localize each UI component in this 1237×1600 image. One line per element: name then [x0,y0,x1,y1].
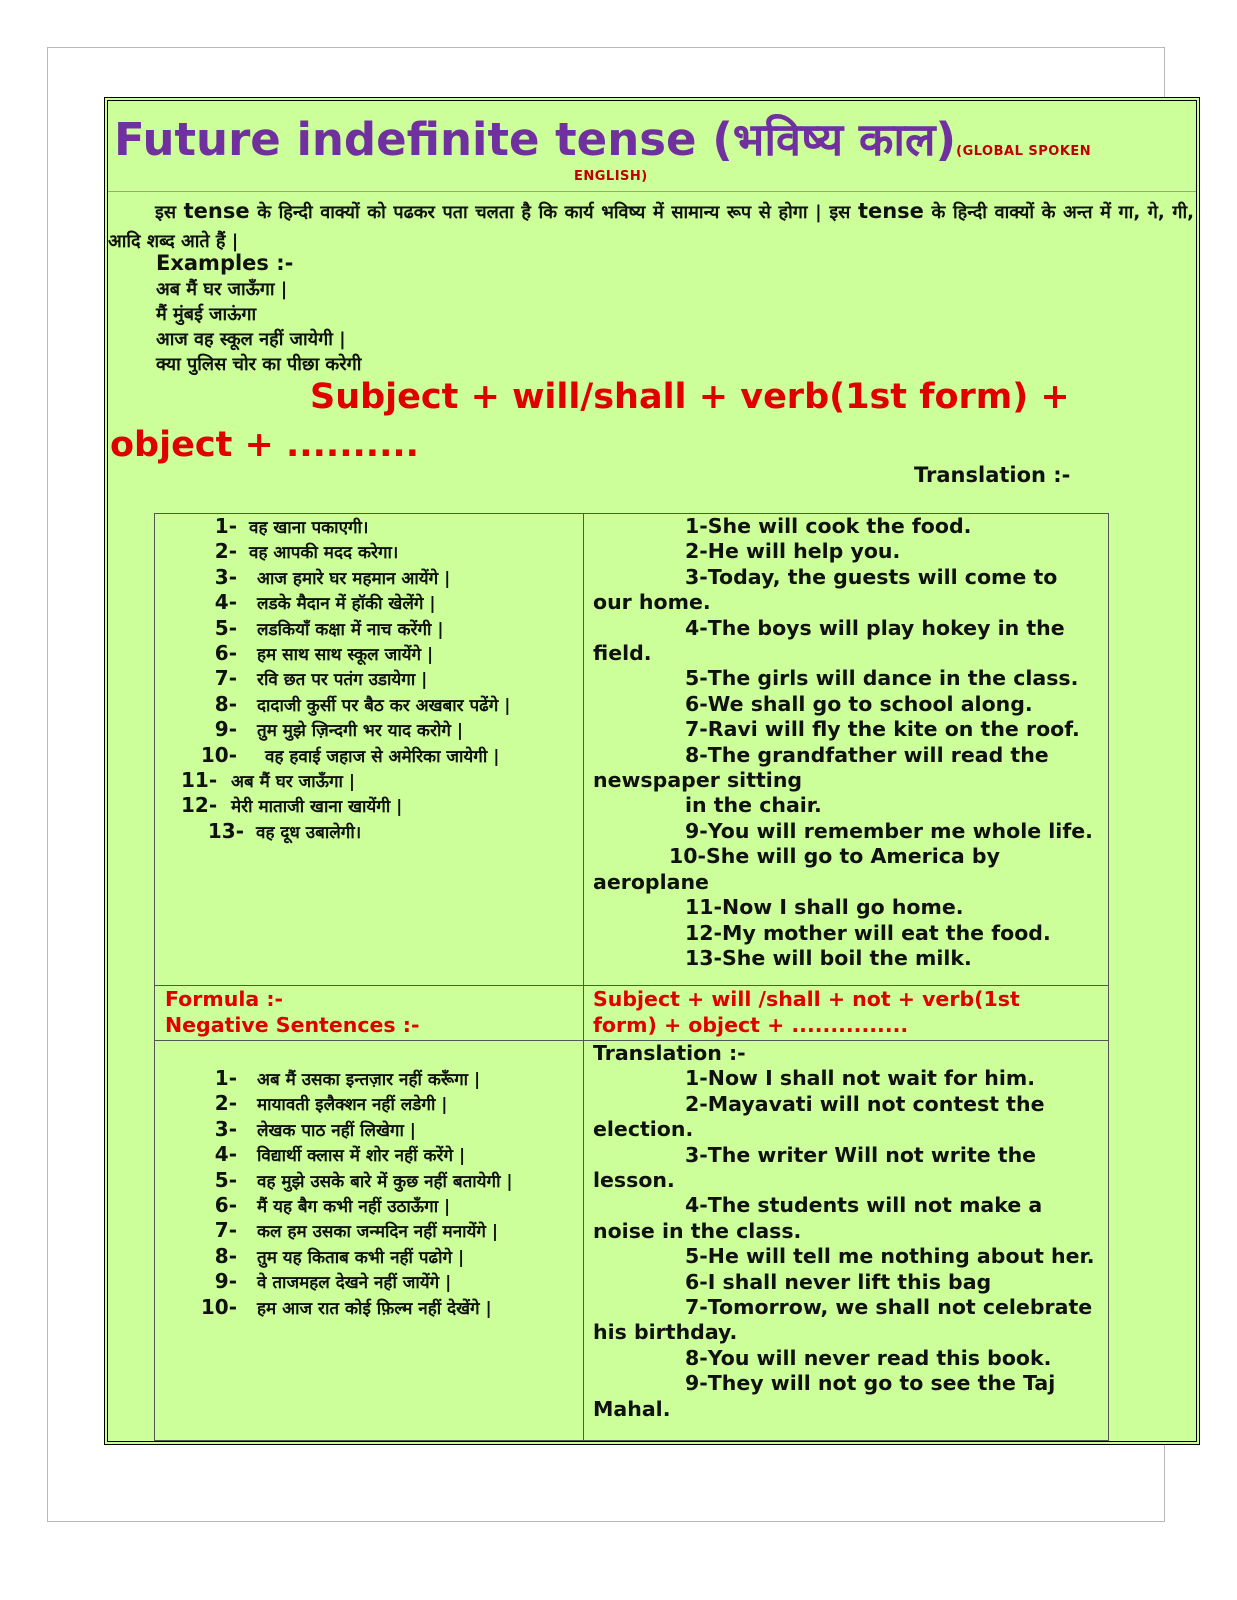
list-item [593,1270,1103,1295]
item-text: They will not go to see the Taj Mahal. [593,1371,1056,1421]
item-text: वे ताजमहल देखने नहीं जायेंगे | [257,1273,452,1294]
item-text: Today, the guests will come to our home. [593,564,1058,615]
example-item: क्या पुलिस चोर का पीछा करेगी [156,354,362,375]
list-item [593,743,1103,794]
item-number: 11- [685,895,723,920]
item-text: वह मुझे उसके बारे में कुछ नहीं बतायेगी | [257,1171,513,1192]
item-number: 2- [685,1091,708,1116]
list-item [593,514,1103,539]
item-text: He will help you. [707,539,901,564]
item-number: 7- [214,1218,237,1243]
item-number: 4- [214,1142,237,1167]
item-number: 5- [685,666,708,691]
item-text: She will boil the milk. [722,945,972,970]
item-number: 11- [181,767,218,792]
item-number: 4- [685,1193,708,1218]
source-tag: (GLOBAL SPOKEN [956,144,1092,159]
sentence-table [154,513,1109,1441]
item-number: 1- [214,1066,237,1090]
list-item [593,666,1103,691]
item-text: She will go to America by aeroplane [593,844,1000,894]
item-text: आज हमारे घर महमान आयेंगे | [257,568,451,589]
list-item [197,1168,513,1193]
item-number: 10- [200,1294,237,1319]
example-item: मैं मुंबई जाऊंगा [156,304,257,325]
list-item [593,1244,1103,1269]
item-text: She will cook the food. [707,514,972,538]
list-item [593,1066,1103,1091]
item-number: 2- [685,539,708,564]
item-text: हम साथ साथ स्कूल जायेंगे | [257,644,434,665]
item-number: 12- [685,920,723,945]
title-underline [108,191,1196,192]
list-item [593,819,1103,844]
item-text: मैं यह बैग कभी नहीं उठाऊँगा | [257,1196,451,1217]
list-item [593,717,1103,742]
affirmative-english-list [593,514,1103,971]
list-item [593,844,1103,895]
item-text: He will tell me nothing about her. [707,1244,1095,1269]
item-number: 7- [214,666,237,691]
intro-text: इस [155,202,184,223]
item-number: 13- [207,818,244,843]
item-number: 7- [685,717,708,742]
list-item [197,1244,513,1269]
item-number: 8- [685,742,708,767]
example-item: आज वह स्कूल नहीं जायेगी | [156,329,346,350]
item-number: 4- [685,615,708,640]
item-number: 9- [214,1269,237,1294]
item-number: 3- [214,564,237,589]
item-text: in the chair. [685,793,822,818]
item-text: अब मैं उसका इन्तज़ार नहीं करूँगा | [257,1070,481,1090]
item-text: तुम यह किताब कभी नहीं पढोगे | [257,1247,465,1268]
list-item [197,819,510,844]
item-number: 5- [214,615,237,640]
list-item [197,1066,513,1091]
item-text: The students will not make a noise in the class. [593,1193,1043,1243]
list-item [197,616,510,641]
list-item [197,692,510,717]
item-number: 13- [685,945,723,970]
examples-heading: Examples :- [156,251,294,275]
item-number: 7- [685,1295,708,1320]
list-item [593,1193,1103,1244]
intro-keyword: tense [183,199,250,223]
item-number: 1- [685,514,708,538]
list-item [197,641,510,666]
list-item [593,565,1103,616]
formula-label: Formula :- [165,987,284,1011]
example-item: अब मैं घर जाऊँगा | [156,279,288,300]
list-item [197,1218,513,1243]
item-text: The girls will dance in the class. [707,666,1079,691]
item-number: 3- [685,1142,708,1167]
intro-text: के हिन्दी वाक्यों को पढकर पता चलता है कि कार्य भविष्य में सामान्य रूप से होगा | इस [249,202,858,223]
list-item [197,666,510,691]
list-item [593,539,1103,564]
intro-paragraph [108,197,1194,256]
title-row [114,111,1091,169]
list-item [593,1371,1103,1422]
list-item [197,514,510,539]
item-text: वह खाना पकाएगी। [249,518,369,538]
item-text: अब मैं घर जाऊँगा | [231,771,356,792]
list-item [197,539,510,564]
item-text: लेखक पाठ नहीं लिखेगा | [257,1120,416,1141]
item-number: 8- [685,1345,708,1370]
item-number: 9- [214,717,237,742]
list-item [197,565,510,590]
translation-label: Translation :- [914,463,1071,487]
item-text: My mother will eat the food. [722,920,1051,945]
item-text: The grandfather will read the newspaper sitting [593,742,1049,793]
item-text: The writer Will not write the lesson. [593,1142,1037,1193]
list-item [197,1117,513,1142]
item-number: 10- [669,844,707,869]
item-number: 6- [214,640,237,665]
item-number: 2- [214,539,237,564]
list-item [593,1143,1103,1194]
list-item [593,1346,1103,1371]
item-number: 10- [200,742,237,767]
item-number: 3- [685,564,708,589]
item-number: 9- [685,818,708,843]
list-item [197,1269,513,1294]
list-item [197,1142,513,1167]
list-item [197,1193,513,1218]
list-item [181,767,510,793]
negative-translation-label: Translation :- [593,1041,746,1065]
list-item [593,1092,1103,1143]
item-text: वह हवाई जहाज से अमेरिका जायेगी | [265,746,500,767]
item-number: 6- [685,1269,708,1294]
list-item [181,793,510,818]
main-formula: Subject + will/shall + verb(1st form) + object + .......... [110,377,1070,465]
list-item [593,946,1103,971]
column-divider [583,514,584,1440]
list-item [593,1295,1103,1346]
intro-text: के हिन्दी वाक्यों के अन्त में गा, गे, गी, आदि शब्द आते हैं | [108,202,1194,252]
item-number: 12- [181,793,218,818]
item-number: 3- [214,1116,237,1141]
list-item [197,1295,513,1320]
item-text: Ravi will fly the kite on the roof. [707,717,1080,742]
affirmative-hindi-list [181,514,511,844]
list-item [593,895,1103,920]
item-text: तुम मुझे ज़िन्दगी भर याद करोगे | [257,721,464,742]
item-number: 6- [685,691,708,716]
item-text: You will remember me whole life. [707,818,1093,843]
item-text: Now I shall go home. [722,895,964,920]
negative-sentences-label: Negative Sentences :- [165,1013,420,1037]
item-text: दादाजी कुर्सी पर बैठ कर अखबार पढेंगे | [257,695,511,716]
item-number: 9- [685,1371,708,1396]
list-item [197,743,510,768]
list-item [197,717,510,742]
intro-keyword: tense [857,199,924,223]
item-text: The boys will play hokey in the field. [593,615,1065,666]
item-number: 2- [214,1091,237,1116]
item-number: 6- [214,1192,237,1217]
list-item [197,1091,513,1116]
item-number: 4- [214,590,237,615]
item-text: कल हम उसका जन्मदिन नहीं मनायेंगे | [257,1222,499,1243]
item-text: Now I shall not wait for him. [707,1066,1036,1091]
list-item [197,590,510,615]
negative-formula: Subject + will /shall + not + verb(1st form) + object + ............... [593,987,1020,1037]
item-text: हम आज रात कोई फ़िल्म नहीं देखेंगे | [257,1298,492,1319]
item-number: 1- [214,514,237,538]
item-number: 8- [214,1243,237,1268]
examples-list [156,277,361,377]
item-text: You will never read this book. [707,1345,1052,1370]
list-item [593,921,1103,946]
document-sheet [104,97,1200,1445]
negative-english-list [593,1041,1103,1422]
page-title: Future indefinite tense (भविष्य काल) [114,113,957,166]
item-text: I shall never lift this bag [707,1269,992,1294]
item-text: Tomorrow, we shall not celebrate his birthday. [593,1295,1093,1345]
item-text: रवि छत पर पतंग उडायेगा | [257,670,428,691]
negative-hindi-list [197,1066,513,1320]
item-text: विद्यार्थी क्लास में शोर नहीं करेंगे | [257,1146,466,1167]
item-number: 5- [214,1167,237,1192]
item-number: 1- [685,1066,708,1091]
list-item [593,692,1103,717]
item-text: We shall go to school along. [707,691,1033,716]
list-item [593,616,1103,667]
item-text: लडके मैदान में हॉकी खेलेंगे | [257,594,436,615]
source-tag-continued: ENGLISH) [574,169,648,184]
list-item [593,793,1103,818]
item-text: Mayavati will not contest the election. [593,1091,1045,1142]
item-text: मायावती इलैक्शन नहीं लडेगी | [257,1095,448,1116]
item-text: वह दूध उबालेगी। [256,822,362,843]
item-number: 8- [214,691,237,716]
item-text: मेरी माताजी खाना खायेंगी | [231,797,403,818]
item-number: 5- [685,1244,708,1269]
item-text: लडकियाँ कक्षा में नाच करेंगी | [257,619,444,640]
item-text: वह आपकी मदद करेगा। [249,543,399,564]
